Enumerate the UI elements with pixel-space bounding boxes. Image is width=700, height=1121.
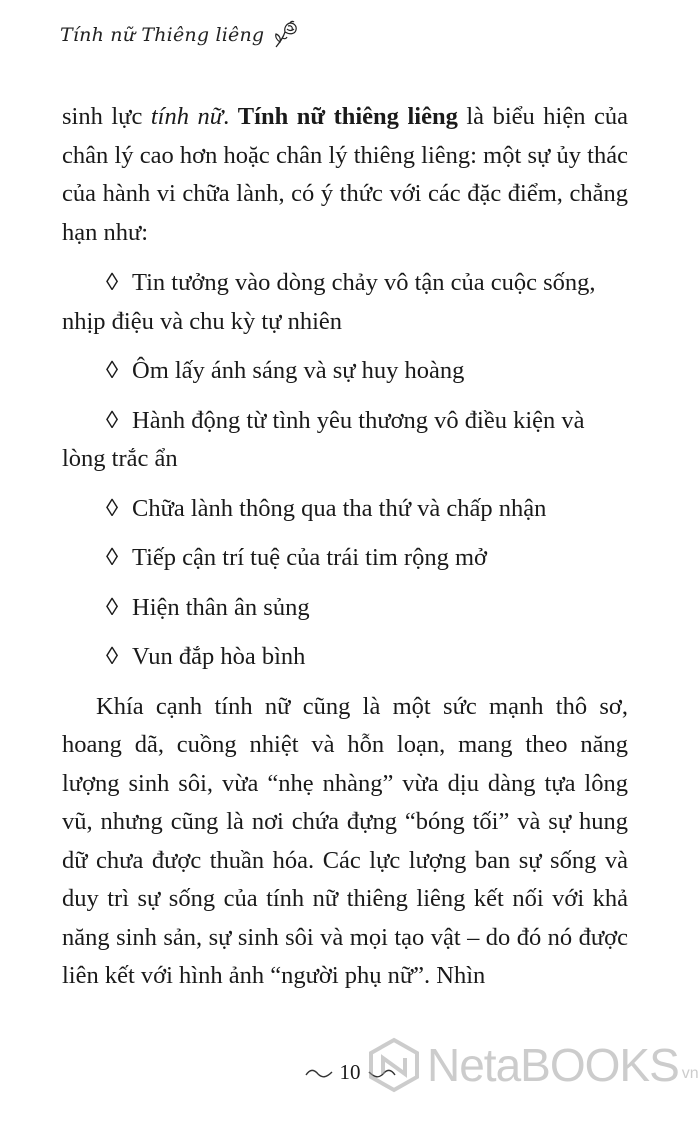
list-item-text: Vun đắp hòa bình (132, 643, 306, 670)
diamond-bullet-icon: ◊ (106, 643, 119, 670)
italic-term: tính nữ (150, 103, 224, 130)
text-run: là biểu hiện của chân lý cao hơn hoặc chân lý thiêng liêng: một sự ủy thác của hành vi chữa lành, có ý thức với các đặc điểm, chẳng hạn như: (62, 103, 628, 246)
list-item-text: Tin tưởng vào dòng chảy vô tận của cuộc sống, nhịp điệu và chu kỳ tự nhiên (62, 269, 596, 335)
bold-term: Tính nữ thiêng liêng (237, 103, 458, 130)
text-run: . (223, 103, 238, 130)
paragraph-main: Khía cạnh tính nữ cũng là một sức mạnh thô sơ, hoang dã, cuồng nhiệt và hỗn loạn, mang theo năng lượng sinh sôi, vừa “nhẹ nhàng” vừa dịu dàng tựa lông vũ, nhưng cũng là nơi chứa đựng “bóng tối” và sự hung dữ chưa được thuần hóa. Các lực lượng ban sự sống và duy trì sự sống của tính nữ thiêng liêng kết nối với khả năng sinh sản, sự sinh sôi và mọi tạo vật – do đó nó được liên kết với hình ảnh “người phụ nữ”. Nhìn (62, 692, 628, 989)
header-title: Tính nữ Thiêng liêng (60, 24, 265, 46)
diamond-bullet-icon: ◊ (106, 544, 119, 571)
diamond-bullet-icon: ◊ (106, 357, 119, 384)
text-run: sinh lực (62, 103, 151, 130)
diamond-bullet-icon: ◊ (106, 269, 119, 296)
list-item (62, 539, 628, 578)
list-item (62, 638, 628, 677)
list-item (62, 402, 628, 479)
list-item (62, 490, 628, 529)
bullet-list (62, 264, 628, 677)
list-item (62, 264, 628, 341)
list-item-text: Tiếp cận trí tuệ của trái tim rộng mở (132, 544, 487, 571)
list-item-text: Ôm lấy ánh sáng và sự huy hoàng (132, 357, 465, 384)
page-body (62, 98, 628, 996)
diamond-bullet-icon: ◊ (106, 406, 119, 434)
running-header (60, 20, 302, 50)
list-item (62, 589, 628, 628)
page-number-text: 10 (339, 1060, 361, 1084)
diamond-bullet-icon: ◊ (106, 494, 119, 522)
watermark-suffix: vn (681, 1065, 699, 1082)
list-item-text: Chữa lành thông qua tha thứ và chấp nhận (132, 494, 547, 522)
flourish-left-icon (304, 1066, 334, 1080)
watermark-brand: NetaBOOKS (427, 1039, 679, 1091)
list-item-text: Hiện thân ân sủng (132, 593, 310, 621)
rose-icon (272, 20, 302, 50)
paragraph-intro (62, 98, 628, 252)
netabooks-logo-icon (365, 1036, 423, 1094)
diamond-bullet-icon: ◊ (106, 593, 119, 621)
watermark (365, 1036, 699, 1094)
list-item (62, 352, 628, 391)
list-item-text: Hành động từ tình yêu thương vô điều kiện và lòng trắc ẩn (62, 406, 585, 472)
